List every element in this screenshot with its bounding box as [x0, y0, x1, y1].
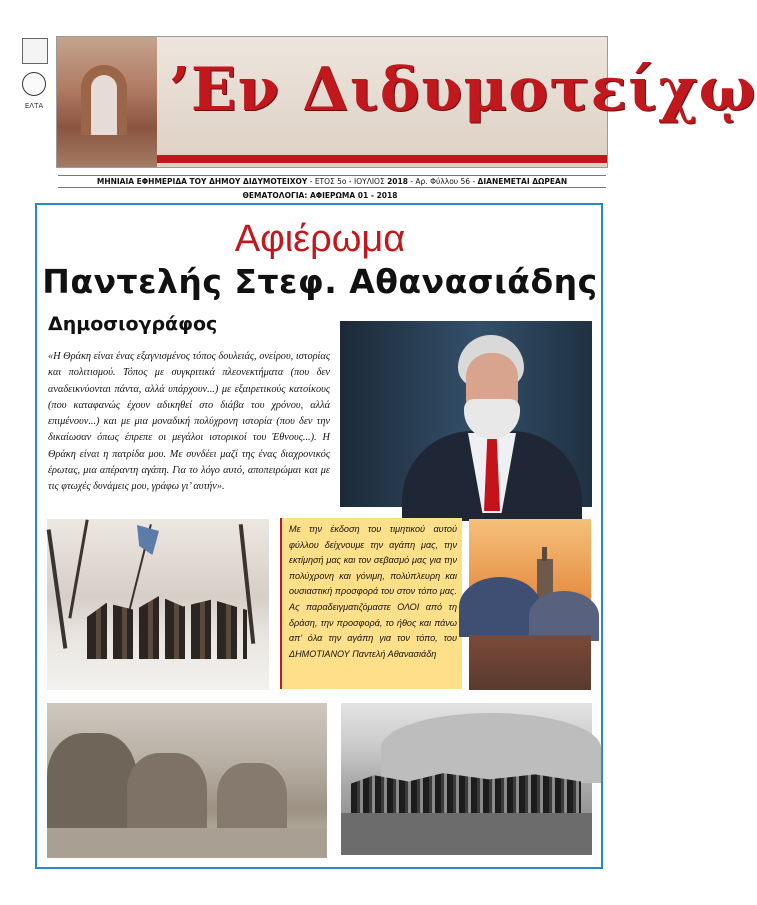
tribute-note-text: Με την έκδοση του τιμητικού αυτού φύλλου δείχνουμε την αγάπη μας, την εκτίμησή μας και τον σεβασμό μας για την πολύχρονη και γόνιμη, πολύπλευρη και ουσιαστική προσφορά του στον τόπο μας. Ας παραδειγματιζόμαστε ΟΛΟΙ από τη δράση, την προσφορά, το ήθος και πάνω απ’ όλα την αγάπη για τον τόπο, του ΔΗΜΟΤΙΑΝΟΥ Παντελή Αθανασιάδη: [289, 524, 457, 659]
distribution-note: ΔΙΑΝΕΜΕΤΑΙ ΔΩΡΕΑΝ: [477, 177, 568, 186]
year: 2018: [387, 177, 408, 186]
winter-march-painting: [47, 519, 269, 690]
church-dome: [529, 591, 599, 641]
flag: [137, 525, 159, 555]
municipality-logo: [22, 38, 48, 64]
photo-hill: [381, 713, 601, 783]
painting-tree: [68, 519, 88, 618]
river-bank: [47, 828, 327, 858]
quote-paragraph: «Η Θράκη είναι ένας εξαγνισμένος τόπος δουλειάς, ονείρου, ιστορίας και πολιτισμού. Τόπος με συγκριτικά πλεονεκτήματα (που δεν αναδεικνύονται πάντα, αλλά υπάρχουν...) με εξαιρετικούς κατοίκους (που καταφανώς έχουν αδικηθεί στο διάβα του χρόνου, αλλά επιμένουν...) και με μια μοναδική πολύχρονη ιστορία (που δεν την δικαίωσαν όπως έπρεπε οι μεγάλοι ιστορικοί του Έθνους...). Η Θράκη είναι η πατρίδα μου. Με συνδέει μαζί της ένας διαχρονικός έρωτας, μια απέραντη αγάπη. Για το λόγο αυτό, αποπειρώμαι και με τις φτωχές δυνάμεις μου, γράφω γι’ αυτήν».: [48, 351, 330, 493]
person-profession: Δημοσιογράφος: [48, 313, 218, 335]
publisher-logos: [22, 38, 48, 148]
painting-tree: [47, 529, 68, 648]
seal-logo: [22, 72, 46, 96]
church-domes-image: [469, 519, 591, 690]
publication-name: ΜΗΝΙΑΙΑ ΕΦΗΜΕΡΙΔΑ ΤΟΥ ΔΗΜΟΥ ΔΙΔΥΜΟΤΕΙΧΟΥ: [96, 177, 308, 186]
rock-formation: [47, 733, 137, 843]
rocky-landscape-engraving: [47, 703, 327, 855]
elta-logo: ΕΛΤΑ: [24, 102, 44, 110]
portrait-photo: [340, 321, 592, 507]
marching-figures: [87, 589, 247, 659]
church-roofs: [469, 635, 591, 690]
ruin-arch: [81, 65, 127, 135]
article-kicker: Αφιέρωμα: [234, 218, 406, 260]
year-prefix: - ΕΤΟΣ 5ο - ΙΟΥΛΙΟΣ: [307, 177, 388, 186]
publication-info-line: [58, 175, 606, 188]
issue-number: - Αρ. Φύλλου 56 -: [407, 177, 478, 186]
photo-ground: [341, 813, 592, 855]
castle-ruins-image: [57, 37, 157, 167]
newspaper-title: ’Εν Διδυμοτείχῳ: [169, 55, 757, 125]
theme-line: ΘΕΜΑΤΟΛΟΓΙΑ: ΑΦΙΕΡΩΜΑ 01 - 2018: [242, 191, 398, 200]
historic-crowd-photo: [341, 703, 592, 855]
masthead-red-bar: [157, 155, 607, 163]
masthead-banner: [56, 36, 757, 168]
church-cross: [542, 547, 547, 561]
person-name: Παντελής Στεφ. Αθανασιάδης: [42, 262, 598, 301]
